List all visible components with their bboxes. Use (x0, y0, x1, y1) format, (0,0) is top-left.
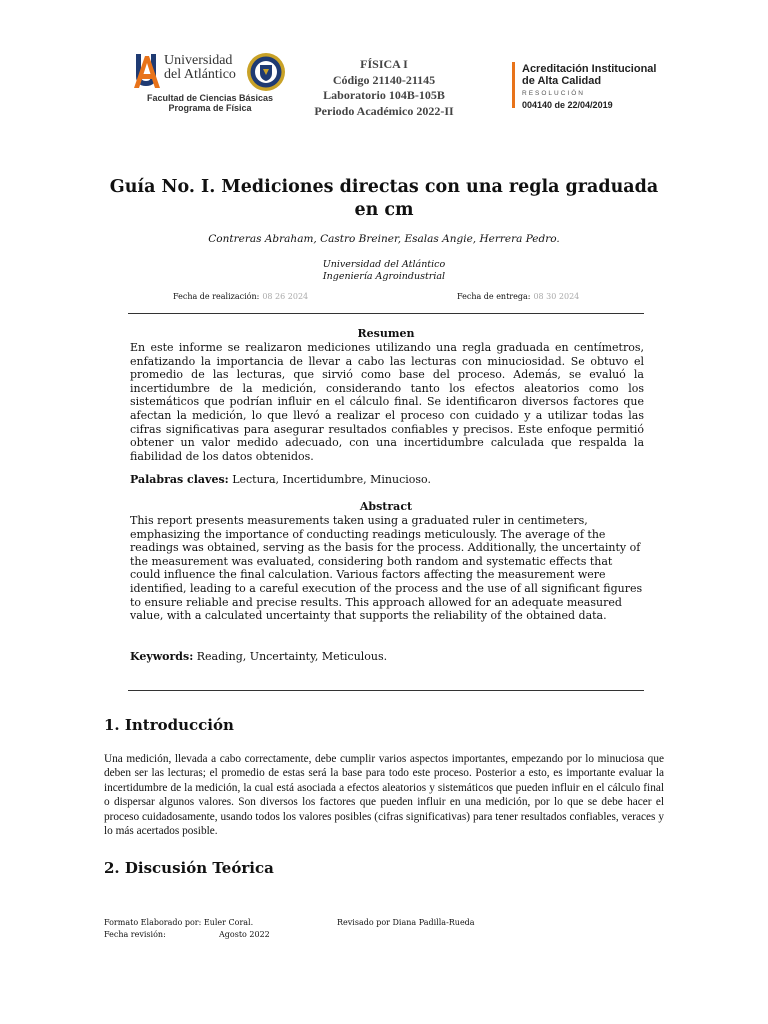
date-entrega-value: 08 30 2024 (533, 292, 580, 301)
date-realizacion-value: 08 26 2024 (262, 292, 309, 301)
course-info (294, 57, 474, 119)
footer-fecha-value: Agosto 2022 (219, 930, 270, 939)
footer-revisado: Revisado por Diana Padilla-Rueda (337, 918, 475, 927)
divider (128, 690, 644, 691)
course-lab: Laboratorio 104B-105B (323, 88, 445, 102)
date-realizacion: Fecha de realización: 08 26 2024 (173, 292, 309, 301)
affiliation: Universidad del Atlántico Ingeniería Agroindustrial (322, 259, 446, 282)
resumen-heading: Resumen (357, 327, 415, 340)
divider (128, 313, 644, 314)
university-logo (130, 50, 290, 120)
footer-formato: Formato Elaborado por: Euler Coral. (104, 918, 254, 927)
discussion-heading: 2. Discusión Teórica (104, 859, 274, 877)
course-name: FÍSICA I (360, 57, 408, 71)
introduction-text: Una medición, llevada a cabo correctamente, debe cumplir varios aspectos importantes, empezando por lo minuciosa que deben ser las lecturas; el promedio de estas será la base para todo este proceso. Posterior a esto, es importante evaluar la incertidumbre de la medición, la cual está asociada a efectos aleatorios y sistemáticos que pueden influir en el cálculo final o dispersar algunos valores. Son diversos los factores que pueden influir en una medición, por lo que se debe hacer el proceso cuidadosamente, usando todos los valores posibles (cifras significativas) para tener resultados confiables, veraces y lo más acertados posible. (104, 753, 664, 838)
introduction-heading: 1. Introducción (104, 716, 234, 734)
university-name: Universidad del Atlántico (164, 53, 236, 82)
date-entrega: Fecha de entrega: 08 30 2024 (457, 292, 580, 301)
resumen-text: En este informe se realizaron mediciones utilizando una regla graduada en centímetros, enfatizando la importancia de llevar a cabo las lecturas con minuciosidad. Se obtuvo el promedio de las lecturas, que sirvió como base del proceso. Además, se evaluó la incertidumbre de la medición, considerando tanto los efectos aleatorios como los sistemáticos que podrían influir en el cálculo final. Se identificaron diversos factores que afectan la medición, lo que llevó a realizar el proceso con cuidado y a utilizar todas las cifras significativas para asegurar resultados confiables y precisos. Este enfoque permitió obtener un valor medido adecuado, con una incertidumbre calculada que respalda la fiabilidad de los datos obtenidos. (130, 341, 644, 463)
abstract-heading: Abstract (359, 500, 413, 513)
course-period: Periodo Académico 2022-II (314, 103, 454, 118)
keywords: Keywords: Reading, Uncertainty, Meticulous. (130, 650, 388, 663)
faculty-name: Facultad de Ciencias Básicas Programa de Física (146, 93, 274, 113)
course-code: Código 21140-21145 (332, 72, 436, 87)
accreditation-title: Acreditación Institucional de Alta Calidad (522, 63, 657, 87)
resolution-number: 004140 de 22/04/2019 (522, 100, 613, 110)
resolution-label: RESOLUCIÓN (522, 90, 585, 97)
ua-logo-icon (132, 52, 162, 90)
university-seal-icon (246, 52, 286, 92)
document-title: Guía No. I. Mediciones directas con una regla graduada en cm (109, 177, 659, 220)
footer-fecha-label: Fecha revisión: (104, 930, 166, 939)
abstract-text: This report presents measurements taken using a graduated ruler in centimeters, emphasizing the importance of conducting readings meticulously. The average of the readings was obtained, serving as the basis for the process. Additionally, the uncertainty of the measurement was evaluated, considering both random and systematic effects that could influence the final calculation. Various factors affecting the measurement were identified, leading to a careful execution of the process and the use of all significant figures to ensure reliable and precise results. This approach allowed for an adequate measured value, with a calculated uncertainty that supports the reliability of the obtained data. (130, 514, 643, 623)
palabras-claves: Palabras claves: Lectura, Incertidumbre, Minucioso. (130, 473, 431, 486)
authors: Contreras Abraham, Castro Breiner, Esalas Angie, Herrera Pedro. (208, 233, 560, 245)
accreditation-bar (512, 62, 515, 108)
